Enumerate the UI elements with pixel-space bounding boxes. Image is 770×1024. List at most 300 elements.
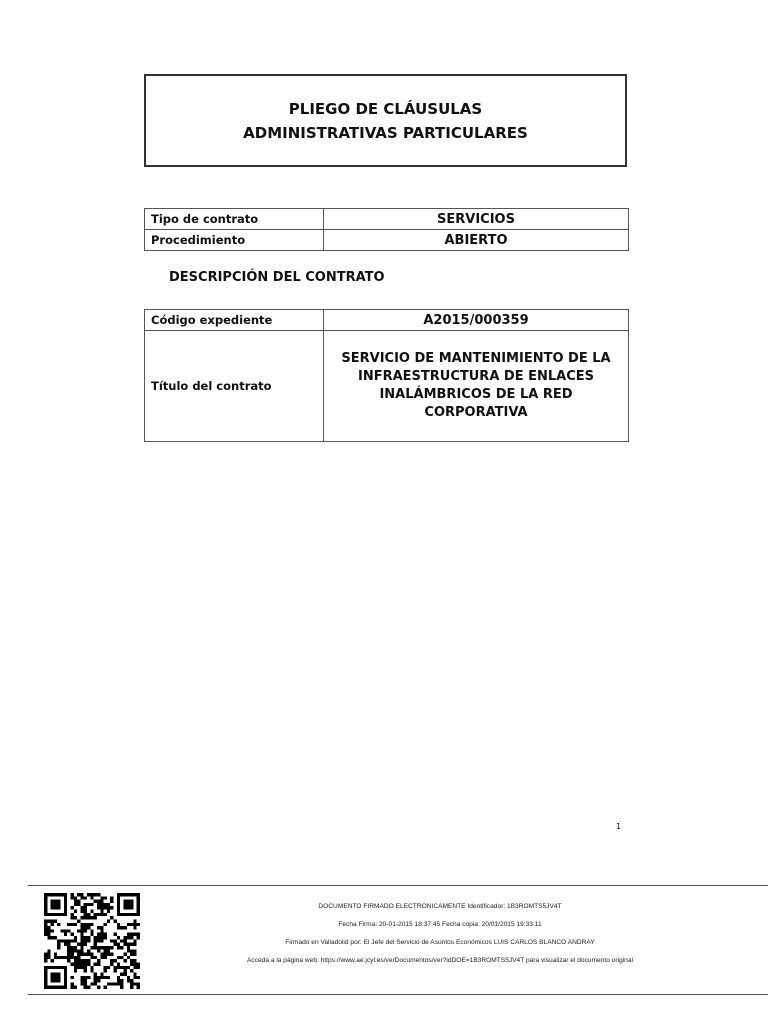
qr-module bbox=[74, 986, 77, 989]
qr-module bbox=[64, 900, 67, 903]
qr-module bbox=[87, 913, 90, 916]
qr-module bbox=[97, 939, 100, 942]
qr-module bbox=[100, 946, 103, 949]
qr-module bbox=[100, 936, 103, 939]
qr-module bbox=[130, 903, 133, 906]
qr-module bbox=[100, 896, 103, 899]
qr-module bbox=[51, 929, 54, 932]
qr-module bbox=[74, 966, 77, 969]
qr-module bbox=[61, 956, 64, 959]
qr-module bbox=[107, 953, 110, 956]
qr-module bbox=[133, 919, 136, 922]
qr-module bbox=[94, 946, 97, 949]
qr-module bbox=[44, 933, 47, 936]
qr-module bbox=[80, 966, 83, 969]
qr-module bbox=[57, 956, 60, 959]
qr-module bbox=[100, 910, 103, 913]
qr-module bbox=[80, 959, 83, 962]
qr-module bbox=[104, 906, 107, 909]
qr-module bbox=[97, 949, 100, 952]
qr-module bbox=[74, 969, 77, 972]
qr-module bbox=[84, 966, 87, 969]
qr-module bbox=[57, 939, 60, 942]
qr-module bbox=[80, 953, 83, 956]
qr-module bbox=[67, 949, 70, 952]
contract-title-line: INFRAESTRUCTURA DE ENLACES bbox=[358, 369, 594, 384]
qr-module bbox=[104, 903, 107, 906]
qr-module bbox=[80, 976, 83, 979]
qr-module bbox=[57, 913, 60, 916]
qr-module bbox=[107, 946, 110, 949]
procedure-label: Procedimiento bbox=[145, 230, 324, 251]
qr-module bbox=[100, 933, 103, 936]
qr-module bbox=[80, 943, 83, 946]
qr-module bbox=[130, 893, 133, 896]
qr-module bbox=[80, 906, 83, 909]
qr-module bbox=[100, 972, 103, 975]
qr-module bbox=[120, 982, 123, 985]
qr-module bbox=[47, 936, 50, 939]
qr-module bbox=[97, 963, 100, 966]
qr-module bbox=[137, 966, 140, 969]
qr-module bbox=[107, 910, 110, 913]
qr-module bbox=[90, 953, 93, 956]
qr-module bbox=[77, 893, 80, 896]
qr-module bbox=[90, 956, 93, 959]
qr-module bbox=[117, 923, 120, 926]
qr-module bbox=[117, 910, 120, 913]
qr-module bbox=[133, 982, 136, 985]
qr-module bbox=[107, 919, 110, 922]
qr-module bbox=[54, 919, 57, 922]
qr-module bbox=[87, 893, 90, 896]
qr-module bbox=[57, 893, 60, 896]
qr-module bbox=[47, 986, 50, 989]
qr-module bbox=[97, 893, 100, 896]
qr-module bbox=[44, 929, 47, 932]
qr-module bbox=[117, 963, 120, 966]
qr-module bbox=[44, 903, 47, 906]
qr-module bbox=[64, 966, 67, 969]
qr-module bbox=[70, 923, 73, 926]
qr-module bbox=[137, 936, 140, 939]
qr-module bbox=[97, 933, 100, 936]
qr-module bbox=[54, 976, 57, 979]
qr-module bbox=[70, 963, 73, 966]
qr-module bbox=[44, 906, 47, 909]
file-code-value: A2015/000359 bbox=[324, 310, 629, 331]
qr-module bbox=[80, 896, 83, 899]
qr-module bbox=[64, 972, 67, 975]
contract-type-label: Tipo de contrato bbox=[145, 209, 324, 230]
qr-module bbox=[74, 900, 77, 903]
qr-module bbox=[87, 903, 90, 906]
qr-module bbox=[130, 969, 133, 972]
qr-module bbox=[57, 976, 60, 979]
qr-module bbox=[87, 986, 90, 989]
qr-module bbox=[127, 933, 130, 936]
qr-module bbox=[130, 949, 133, 952]
qr-module bbox=[90, 916, 93, 919]
qr-module bbox=[67, 939, 70, 942]
qr-module bbox=[84, 929, 87, 932]
qr-module bbox=[64, 910, 67, 913]
qr-module bbox=[44, 966, 47, 969]
qr-module bbox=[104, 966, 107, 969]
qr-module bbox=[57, 946, 60, 949]
qr-module bbox=[74, 903, 77, 906]
qr-module bbox=[47, 929, 50, 932]
qr-module bbox=[44, 956, 47, 959]
qr-module bbox=[74, 910, 77, 913]
qr-module bbox=[120, 972, 123, 975]
qr-module bbox=[44, 982, 47, 985]
qr-module bbox=[64, 906, 67, 909]
qr-module bbox=[120, 956, 123, 959]
qr-module bbox=[114, 959, 117, 962]
qr-module bbox=[70, 976, 73, 979]
qr-module bbox=[90, 923, 93, 926]
qr-module bbox=[77, 959, 80, 962]
qr-module bbox=[51, 966, 54, 969]
qr-module bbox=[133, 943, 136, 946]
qr-module bbox=[64, 956, 67, 959]
qr-module bbox=[57, 906, 60, 909]
qr-module bbox=[87, 959, 90, 962]
qr-module bbox=[44, 910, 47, 913]
footer-divider-top bbox=[28, 885, 768, 886]
qr-module bbox=[127, 956, 130, 959]
qr-module bbox=[74, 916, 77, 919]
qr-module bbox=[120, 986, 123, 989]
qr-module bbox=[114, 982, 117, 985]
qr-module bbox=[70, 953, 73, 956]
qr-module bbox=[54, 979, 57, 982]
contract-title-line: CORPORATIVA bbox=[424, 405, 528, 420]
qr-module bbox=[44, 969, 47, 972]
qr-module bbox=[97, 913, 100, 916]
qr-module bbox=[107, 949, 110, 952]
qr-module bbox=[120, 893, 123, 896]
footer-signature-date: Fecha Firma: 20-01-2015 18:37:45 Fecha copia: 20/01/2015 19:33:11 bbox=[338, 921, 542, 928]
qr-module bbox=[104, 946, 107, 949]
qr-module bbox=[127, 979, 130, 982]
qr-module bbox=[87, 916, 90, 919]
qr-module bbox=[64, 976, 67, 979]
qr-module bbox=[133, 926, 136, 929]
qr-module bbox=[104, 969, 107, 972]
qr-module bbox=[70, 893, 73, 896]
qr-module bbox=[80, 982, 83, 985]
qr-module bbox=[120, 979, 123, 982]
qr-module bbox=[84, 906, 87, 909]
qr-module bbox=[104, 976, 107, 979]
qr-module bbox=[120, 913, 123, 916]
qr-module bbox=[47, 893, 50, 896]
qr-module bbox=[74, 946, 77, 949]
qr-module bbox=[67, 959, 70, 962]
qr-module bbox=[80, 893, 83, 896]
qr-module bbox=[137, 900, 140, 903]
qr-module bbox=[77, 919, 80, 922]
qr-module bbox=[123, 906, 126, 909]
qr-module bbox=[80, 946, 83, 949]
qr-module bbox=[47, 956, 50, 959]
qr-module bbox=[127, 949, 130, 952]
qr-module bbox=[51, 972, 54, 975]
qr-module bbox=[61, 913, 64, 916]
qr-module bbox=[94, 936, 97, 939]
qr-module bbox=[90, 893, 93, 896]
qr-module bbox=[47, 919, 50, 922]
qr-module bbox=[44, 972, 47, 975]
qr-module bbox=[57, 972, 60, 975]
qr-module bbox=[94, 979, 97, 982]
table-row bbox=[145, 230, 629, 251]
qr-module bbox=[130, 900, 133, 903]
contract-description-table bbox=[144, 309, 629, 442]
qr-module bbox=[84, 936, 87, 939]
qr-module bbox=[110, 906, 113, 909]
qr-module bbox=[117, 979, 120, 982]
qr-module bbox=[80, 926, 83, 929]
qr-module bbox=[130, 906, 133, 909]
qr-module bbox=[51, 906, 54, 909]
qr-module bbox=[123, 959, 126, 962]
qr-module bbox=[104, 936, 107, 939]
qr-module bbox=[87, 976, 90, 979]
qr-module bbox=[84, 923, 87, 926]
qr-module bbox=[127, 943, 130, 946]
qr-module bbox=[90, 896, 93, 899]
qr-module bbox=[84, 939, 87, 942]
qr-module bbox=[84, 926, 87, 929]
qr-module bbox=[110, 896, 113, 899]
qr-module bbox=[100, 913, 103, 916]
qr-module bbox=[67, 923, 70, 926]
qr-module bbox=[94, 972, 97, 975]
qr-module bbox=[54, 913, 57, 916]
qr-module bbox=[74, 936, 77, 939]
qr-module bbox=[133, 893, 136, 896]
qr-module bbox=[133, 972, 136, 975]
qr-module bbox=[137, 933, 140, 936]
qr-module bbox=[51, 900, 54, 903]
footer-divider-bottom bbox=[28, 994, 768, 995]
qr-module bbox=[117, 976, 120, 979]
qr-module bbox=[44, 923, 47, 926]
qr-module bbox=[74, 956, 77, 959]
qr-module bbox=[130, 979, 133, 982]
qr-module bbox=[110, 900, 113, 903]
qr-module bbox=[114, 933, 117, 936]
qr-module bbox=[51, 986, 54, 989]
qr-module bbox=[57, 923, 60, 926]
qr-module bbox=[80, 949, 83, 952]
qr-module bbox=[54, 936, 57, 939]
qr-module bbox=[54, 972, 57, 975]
qr-module bbox=[44, 919, 47, 922]
qr-module bbox=[77, 949, 80, 952]
qr-module bbox=[133, 966, 136, 969]
qr-module bbox=[137, 963, 140, 966]
table-row bbox=[145, 331, 629, 442]
qr-module bbox=[44, 913, 47, 916]
qr-module bbox=[127, 903, 130, 906]
qr-module bbox=[87, 963, 90, 966]
qr-module bbox=[117, 913, 120, 916]
qr-module bbox=[107, 906, 110, 909]
qr-module bbox=[104, 949, 107, 952]
qr-module bbox=[130, 963, 133, 966]
qr-module bbox=[70, 982, 73, 985]
qr-module bbox=[94, 893, 97, 896]
qr-module bbox=[100, 956, 103, 959]
qr-module bbox=[51, 976, 54, 979]
qr-module bbox=[107, 982, 110, 985]
qr-module bbox=[51, 979, 54, 982]
qr-module bbox=[123, 972, 126, 975]
qr-module bbox=[117, 926, 120, 929]
qr-module bbox=[123, 969, 126, 972]
qr-module bbox=[90, 946, 93, 949]
qr-module bbox=[57, 900, 60, 903]
qr-module bbox=[97, 926, 100, 929]
qr-module bbox=[94, 943, 97, 946]
qr-module bbox=[127, 893, 130, 896]
qr-module bbox=[64, 896, 67, 899]
qr-module bbox=[70, 916, 73, 919]
qr-module bbox=[64, 986, 67, 989]
qr-module bbox=[127, 966, 130, 969]
qr-module bbox=[97, 946, 100, 949]
procedure-value: ABIERTO bbox=[324, 230, 629, 251]
qr-module bbox=[120, 939, 123, 942]
qr-module bbox=[100, 929, 103, 932]
qr-module bbox=[57, 966, 60, 969]
qr-module bbox=[67, 929, 70, 932]
qr-module bbox=[97, 906, 100, 909]
qr-module bbox=[117, 943, 120, 946]
qr-module bbox=[47, 953, 50, 956]
table-row bbox=[145, 209, 629, 230]
qr-module bbox=[90, 903, 93, 906]
qr-module bbox=[80, 936, 83, 939]
qr-module bbox=[70, 933, 73, 936]
qr-module bbox=[51, 959, 54, 962]
qr-module bbox=[80, 929, 83, 932]
qr-module bbox=[97, 900, 100, 903]
qr-module bbox=[74, 959, 77, 962]
qr-module bbox=[51, 913, 54, 916]
qr-module bbox=[123, 966, 126, 969]
qr-module bbox=[84, 903, 87, 906]
qr-module bbox=[94, 900, 97, 903]
qr-module bbox=[123, 900, 126, 903]
qr-module bbox=[130, 933, 133, 936]
qr-module bbox=[137, 982, 140, 985]
document-title-line-2: ADMINISTRATIVAS PARTICULARES bbox=[243, 123, 528, 142]
qr-module bbox=[127, 946, 130, 949]
qr-module bbox=[61, 939, 64, 942]
qr-module bbox=[64, 933, 67, 936]
qr-module bbox=[64, 969, 67, 972]
qr-module bbox=[77, 953, 80, 956]
qr-module bbox=[70, 949, 73, 952]
qr-module bbox=[127, 900, 130, 903]
footer-signer: Firmado en Valladolid por: El Jefe del Servicio de Asuntos Económicos LUIS CARLOS BLANCO ANDRAY bbox=[285, 939, 595, 946]
qr-module bbox=[70, 956, 73, 959]
qr-module bbox=[77, 929, 80, 932]
qr-module bbox=[133, 933, 136, 936]
qr-module bbox=[77, 943, 80, 946]
qr-module bbox=[97, 936, 100, 939]
qr-code-icon bbox=[44, 893, 140, 989]
qr-module bbox=[117, 906, 120, 909]
qr-module bbox=[133, 976, 136, 979]
qr-module bbox=[87, 926, 90, 929]
qr-module bbox=[107, 903, 110, 906]
qr-module bbox=[57, 979, 60, 982]
qr-module bbox=[100, 906, 103, 909]
qr-module bbox=[120, 966, 123, 969]
qr-module bbox=[110, 916, 113, 919]
qr-module bbox=[74, 949, 77, 952]
qr-module bbox=[90, 969, 93, 972]
qr-module bbox=[130, 913, 133, 916]
qr-module bbox=[44, 959, 47, 962]
qr-module bbox=[123, 939, 126, 942]
qr-module bbox=[97, 986, 100, 989]
qr-module bbox=[94, 939, 97, 942]
qr-module bbox=[77, 966, 80, 969]
qr-module bbox=[94, 976, 97, 979]
qr-module bbox=[80, 963, 83, 966]
qr-module bbox=[114, 966, 117, 969]
page-number: 1 bbox=[616, 822, 622, 831]
qr-module bbox=[110, 946, 113, 949]
qr-module bbox=[67, 956, 70, 959]
qr-module bbox=[117, 936, 120, 939]
qr-module bbox=[87, 936, 90, 939]
qr-module bbox=[70, 946, 73, 949]
qr-module bbox=[87, 953, 90, 956]
qr-module bbox=[97, 959, 100, 962]
qr-module bbox=[67, 946, 70, 949]
qr-module bbox=[51, 923, 54, 926]
qr-module bbox=[104, 913, 107, 916]
qr-module bbox=[61, 929, 64, 932]
qr-module bbox=[100, 900, 103, 903]
qr-module bbox=[80, 923, 83, 926]
qr-module bbox=[61, 893, 64, 896]
qr-module bbox=[117, 956, 120, 959]
contract-type-table bbox=[144, 208, 629, 251]
qr-module bbox=[84, 943, 87, 946]
qr-module bbox=[110, 953, 113, 956]
qr-module bbox=[107, 976, 110, 979]
qr-module bbox=[77, 903, 80, 906]
qr-module bbox=[84, 913, 87, 916]
qr-module bbox=[117, 982, 120, 985]
qr-module bbox=[133, 913, 136, 916]
qr-module bbox=[74, 923, 77, 926]
qr-module bbox=[70, 939, 73, 942]
qr-module bbox=[80, 916, 83, 919]
document-title-line-1: PLIEGO DE CLÁUSULAS bbox=[288, 99, 483, 118]
qr-module bbox=[54, 966, 57, 969]
qr-module bbox=[51, 893, 54, 896]
